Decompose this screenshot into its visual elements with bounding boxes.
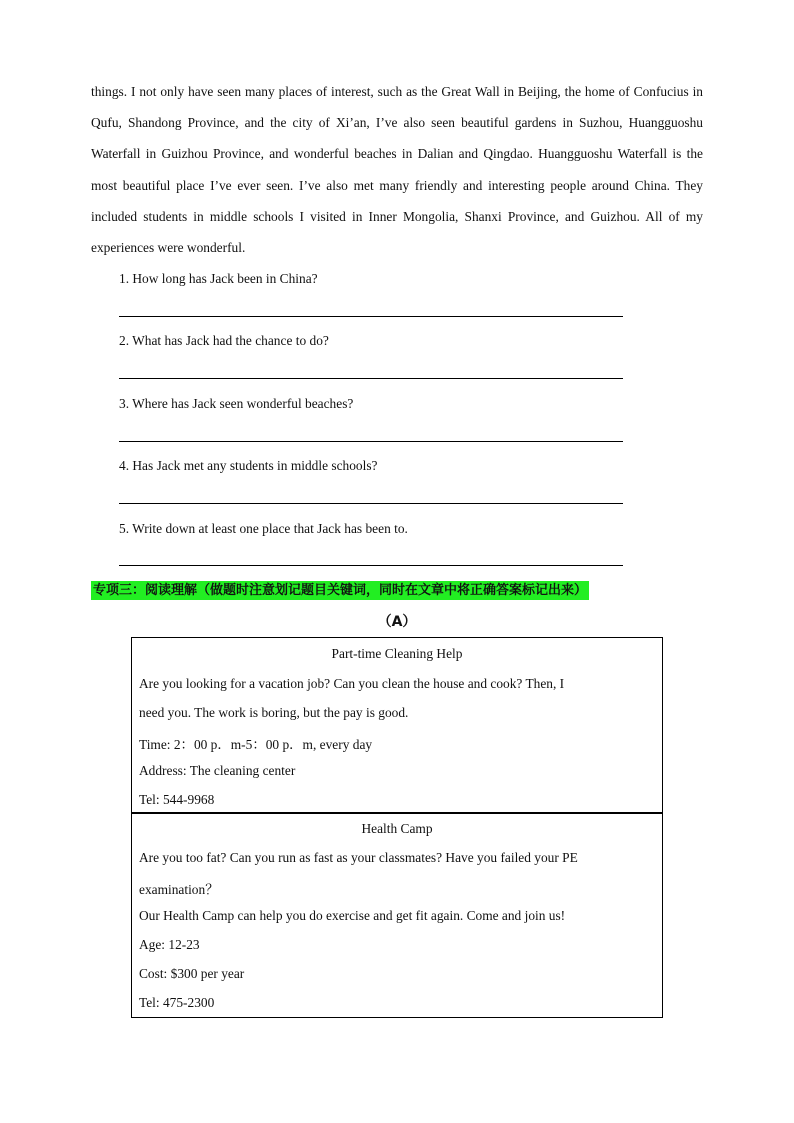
question-2: 2. What has Jack had the chance to do?	[119, 333, 329, 348]
ad-line: Are you looking for a vacation job? Can you clean the house and cook? Then, I	[139, 676, 565, 691]
ad-cleaning-help	[131, 637, 663, 814]
answer-line-3[interactable]	[119, 441, 623, 442]
answer-line-4[interactable]	[119, 503, 623, 504]
ad-line: Address: The cleaning center	[139, 763, 296, 778]
answer-line-2[interactable]	[119, 378, 623, 379]
question-3: 3. Where has Jack seen wonderful beaches?	[119, 396, 354, 411]
ad-line: Time: 2：00 p．m-5：00 p．m, every day	[139, 737, 373, 752]
question-1: 1. How long has Jack been in China?	[119, 271, 318, 286]
ad-line: Tel: 475-2300	[139, 995, 215, 1010]
passage-text: things. I not only have seen many places of interest, such as the Great Wall in Beijing, the home of Confucius in Qufu, Shandong Province, and the city of Xi’an, I’ve also seen beautiful gardens in Suzhou, Huangguoshu Waterfall in Guizhou Province, and wonderful beaches in Dalian and Qingdao. Huangguoshu Waterfall is the most beautiful place I’ve ever seen. I’ve also met many friendly and interesting people around China. They included students in middle schools I visited in Inner Mongolia, Shanxi Province, and Guizhou. All of my experiences were wonderful.	[91, 84, 703, 256]
ad-line: need you. The work is boring, but the pay is good.	[139, 705, 409, 720]
subsection-label: （A）	[377, 614, 417, 630]
question-4: 4. Has Jack met any students in middle schools?	[119, 458, 378, 473]
ad-line: Cost: $300 per year	[139, 966, 245, 981]
question-5: 5. Write down at least one place that Jack has been to.	[119, 521, 408, 536]
ad-line: examination？	[139, 882, 219, 897]
section-heading: 专项三：阅读理解（做题时注意划记题目关键词，同时在文章中将正确答案标记出来）	[93, 583, 588, 598]
answer-line-5[interactable]	[119, 565, 623, 566]
ad-title: Part-time Cleaning Help	[331, 646, 463, 661]
ad-line: Are you too fat? Can you run as fast as your classmates? Have you failed your PE	[139, 850, 578, 865]
ad-health-camp	[131, 812, 663, 1018]
ad-title: Health Camp	[361, 821, 433, 836]
answer-line-1[interactable]	[119, 316, 623, 317]
ad-line: Tel: 544-9968	[139, 792, 215, 807]
ad-line: Age: 12-23	[139, 937, 200, 952]
ad-line: Our Health Camp can help you do exercise and get fit again. Come and join us!	[139, 908, 566, 923]
